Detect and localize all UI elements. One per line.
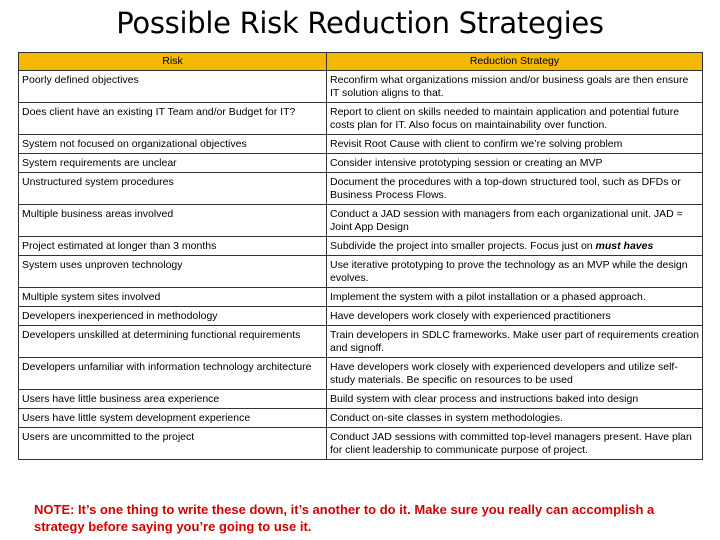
table-header-row (19, 53, 703, 71)
strategy-cell: Conduct a JAD session with managers from each organizational unit. JAD = Joint App Design (327, 205, 703, 237)
table-row (19, 390, 703, 409)
strategy-cell: Have developers work closely with experienced developers and utilize self-study materials. Be specific on resources to be used (327, 358, 703, 390)
risk-cell: Developers unfamiliar with information technology architecture (19, 358, 327, 390)
strategy-cell: Consider intensive prototyping session or creating an MVP (327, 154, 703, 173)
risk-cell: Poorly defined objectives (19, 71, 327, 103)
risk-cell: Developers unskilled at determining functional requirements (19, 326, 327, 358)
header-strategy: Reduction Strategy (327, 53, 703, 71)
table-row (19, 358, 703, 390)
risk-cell: Project estimated at longer than 3 months (19, 237, 327, 256)
risk-cell: Users have little system development experience (19, 409, 327, 428)
strategy-cell: Reconfirm what organizations mission and/or business goals are then ensure IT solution aligns to that. (327, 71, 703, 103)
table-row (19, 205, 703, 237)
risk-strategy-table (18, 52, 703, 460)
page-title: Possible Risk Reduction Strategies (116, 6, 604, 40)
strategy-cell: Revisit Root Cause with client to confirm we’re solving problem (327, 135, 703, 154)
table-row (19, 256, 703, 288)
table-row (19, 173, 703, 205)
table-row (19, 288, 703, 307)
risk-cell: Does client have an existing IT Team and/or Budget for IT? (19, 103, 327, 135)
strategy-cell: Implement the system with a pilot installation or a phased approach. (327, 288, 703, 307)
risk-cell: Users have little business area experience (19, 390, 327, 409)
strategy-cell: Report to client on skills needed to maintain application and potential future costs plan for IT. Also focus on maintainability over function. (327, 103, 703, 135)
table-row (19, 428, 703, 460)
risk-cell: Multiple system sites involved (19, 288, 327, 307)
risk-cell: Users are uncommitted to the project (19, 428, 327, 460)
strategy-cell (327, 237, 703, 256)
table-row (19, 154, 703, 173)
table-row (19, 135, 703, 154)
header-risk: Risk (19, 53, 327, 71)
strategy-text: Subdivide the project into smaller projects. Focus just on (330, 240, 596, 252)
strategy-cell: Document the procedures with a top-down structured tool, such as DFDs or Business Process Flows. (327, 173, 703, 205)
risk-cell: System requirements are unclear (19, 154, 327, 173)
note-text: NOTE: It’s one thing to write these down, it’s another to do it. Make sure you really can accomplish a strategy before saying you’re going to use it. (34, 502, 655, 534)
table-row (19, 409, 703, 428)
risk-cell: System uses unproven technology (19, 256, 327, 288)
table-row (19, 103, 703, 135)
strategy-cell: Conduct JAD sessions with committed top-level managers present. Have plan for client leadership to communicate purpose of project. (327, 428, 703, 460)
risk-cell: Developers inexperienced in methodology (19, 307, 327, 326)
risk-cell: Multiple business areas involved (19, 205, 327, 237)
risk-cell: Unstructured system procedures (19, 173, 327, 205)
strategy-cell: Build system with clear process and instructions baked into design (327, 390, 703, 409)
risk-cell: System not focused on organizational objectives (19, 135, 327, 154)
strategy-cell: Train developers in SDLC frameworks. Make user part of requirements creation and signoff. (327, 326, 703, 358)
strategy-cell: Use iterative prototyping to prove the technology as an MVP while the design evolves. (327, 256, 703, 288)
strategy-cell: Conduct on-site classes in system methodologies. (327, 409, 703, 428)
strategy-emphasis: must haves (595, 240, 654, 252)
table-row (19, 326, 703, 358)
table-row (19, 71, 703, 103)
table-row (19, 237, 703, 256)
strategy-cell: Have developers work closely with experienced practitioners (327, 307, 703, 326)
table-row (19, 307, 703, 326)
